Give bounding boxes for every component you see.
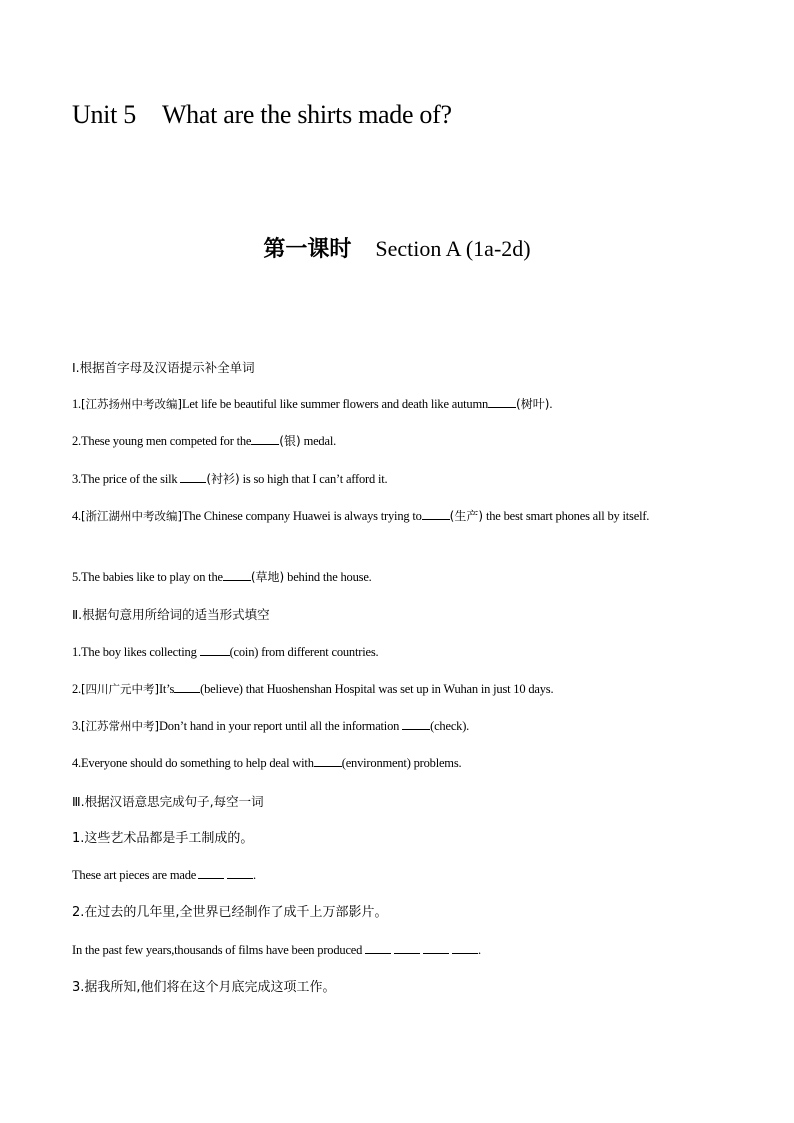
answer-blank[interactable]	[223, 568, 251, 581]
part2-question-1: 1.The boy likes collecting (coin) from different countries.	[72, 645, 379, 659]
part1-question-4: 4.[浙江湖州中考改编]The Chinese company Huawei is always trying to (生产) the best smart phones all by itself.	[72, 509, 650, 523]
part2-question-3: 3.[江苏常州中考]Don’t hand in your report until all the information (check).	[72, 719, 470, 733]
part3-question-1-english: These art pieces are made .	[72, 868, 256, 882]
lesson-number: 第一课时	[263, 237, 352, 262]
part2-question-2: 2.[四川广元中考]It’s (believe) that Huoshenshan Hospital was set up in Wuhan in just 10 days.	[72, 682, 554, 696]
answer-blank[interactable]	[200, 643, 230, 656]
lesson-title	[0, 232, 794, 263]
hint: (生产)	[449, 509, 484, 523]
part3-question-2-english: In the past few years,thousands of films have been produced .	[72, 943, 481, 957]
answer-blank[interactable]	[402, 717, 430, 730]
part3-question-3-chinese: 3.据我所知,他们将在这个月底完成这项工作。	[72, 980, 336, 995]
source-tag: [江苏常州中考]	[80, 719, 159, 733]
answer-blank[interactable]	[251, 432, 279, 445]
part2-question-4: 4.Everyone should do something to help deal with (environment) problems.	[72, 756, 462, 770]
part3-question-1-chinese: 1.这些艺术品都是手工制成的。	[72, 831, 254, 846]
part1-question-3: 3.The price of the silk (衬衫) is so high that I can’t afford it.	[72, 472, 388, 486]
answer-blank[interactable]	[174, 680, 200, 693]
answer-blank[interactable]	[198, 866, 224, 879]
answer-blank[interactable]	[422, 507, 450, 520]
hint: (草地)	[250, 570, 285, 584]
hint: (银)	[279, 434, 301, 448]
answer-blank[interactable]	[394, 941, 420, 954]
answer-blank[interactable]	[227, 866, 253, 879]
answer-blank[interactable]	[423, 941, 449, 954]
source-tag: [江苏扬州中考改编]	[80, 397, 182, 411]
part1-heading: Ⅰ.根据首字母及汉语提示补全单词	[72, 360, 255, 375]
part1-question-1: 1.[江苏扬州中考改编]Let life be beautiful like summer flowers and death like autumn (树叶).	[72, 397, 553, 411]
hint: (衬衫)	[206, 472, 240, 486]
part1-question-5: 5.The babies like to play on the (草地) behind the house.	[72, 570, 372, 584]
part1-question-2: 2.These young men competed for the (银) medal.	[72, 434, 337, 448]
answer-blank[interactable]	[452, 941, 478, 954]
part3-question-2-chinese: 2.在过去的几年里,全世界已经制作了成千上万部影片。	[72, 905, 388, 920]
part2-heading: Ⅱ.根据句意用所给词的适当形式填空	[72, 607, 270, 622]
unit-title	[72, 100, 452, 130]
source-tag: [四川广元中考]	[80, 682, 159, 696]
source-tag: [浙江湖州中考改编]	[80, 509, 182, 523]
answer-blank[interactable]	[365, 941, 391, 954]
answer-blank[interactable]	[488, 395, 516, 408]
unit-label: Unit 5	[72, 100, 136, 129]
section-label: Section A (1a-2d)	[375, 236, 531, 261]
unit-question: What are the shirts made of?	[161, 100, 452, 129]
hint: (树叶)	[516, 397, 550, 411]
part3-heading: Ⅲ.根据汉语意思完成句子,每空一词	[72, 794, 264, 809]
answer-blank[interactable]	[314, 754, 342, 767]
answer-blank[interactable]	[180, 470, 206, 483]
